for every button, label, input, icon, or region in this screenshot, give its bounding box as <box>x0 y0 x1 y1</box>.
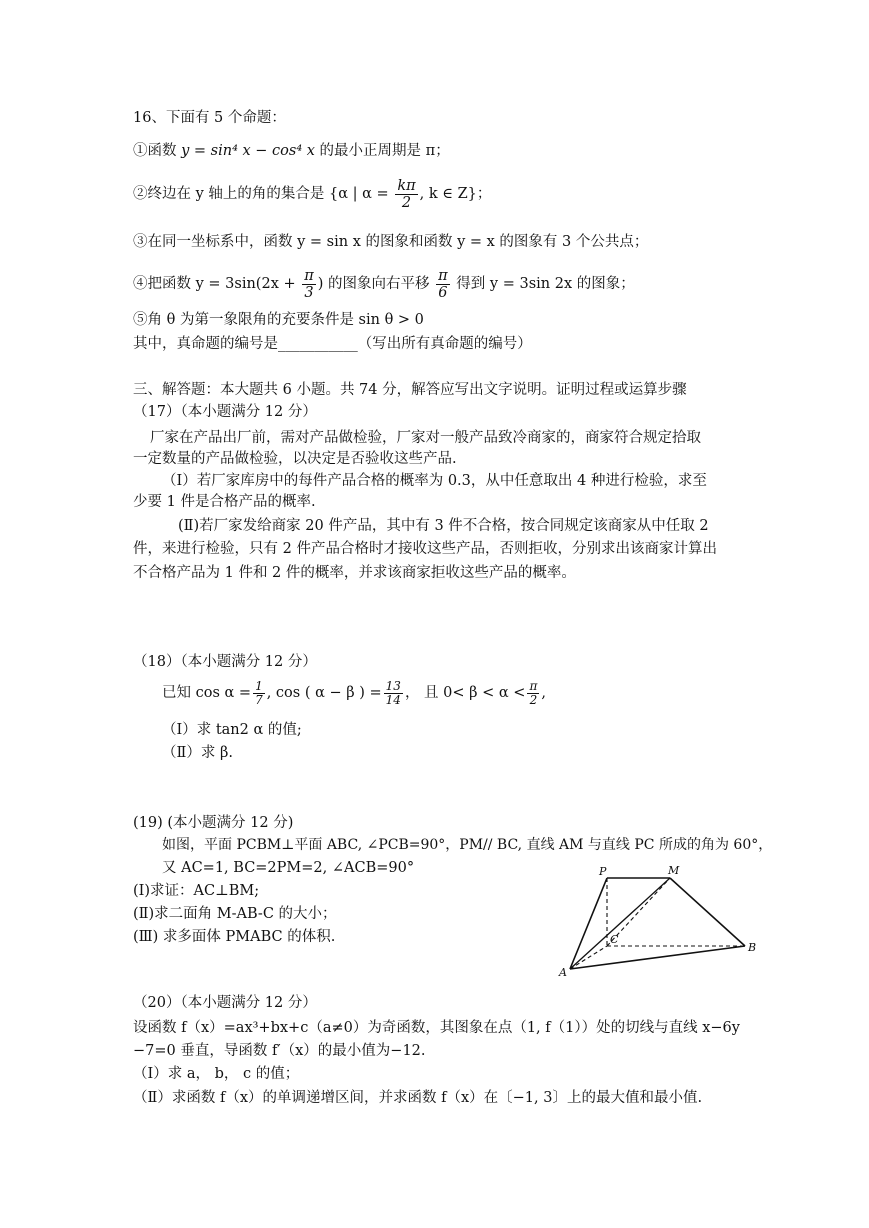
q18-fraction-2 <box>384 680 403 707</box>
q18-f2-num: 13 <box>385 678 401 693</box>
q16-p2-frac-num: kπ <box>397 177 416 194</box>
q16-p2-suffix: , k ∈ Z}； <box>419 186 492 202</box>
q16-p4-fraction-1 <box>302 268 316 301</box>
q16-ask: 其中，真命题的编号是___________（写出所有真命题的编号） <box>133 336 532 352</box>
q17-line-3: （Ⅰ）若厂家库房中的每件产品合格的概率为 0.3，从中任意取出 4 种进行检验，求至 <box>162 473 707 489</box>
q18-part-2: （Ⅱ）求 β. <box>162 745 233 761</box>
label-P: P <box>599 865 607 878</box>
q20-line-1: 设函数 f（x）=ax³+bx+c（a≠0）为奇函数，其图象在点（1, f（1））处的切线与直线 x−6y <box>133 1020 740 1036</box>
q17-line-4: 少要 1 件是合格产品的概率. <box>133 494 316 510</box>
q18-fraction-1 <box>253 680 265 707</box>
edge-PA <box>570 878 607 969</box>
q16-p4-prefix: ④把函数 y = 3sin(2x + <box>133 276 301 292</box>
q18-fraction-3 <box>527 680 539 707</box>
edge-AM <box>570 878 670 969</box>
q16-proposition-3: ③在同一坐标系中，函数 y = sin x 的图象和函数 y = x 的图象有 3 个公共点； <box>133 234 649 250</box>
q18-head: （18）（本小题满分 12 分） <box>133 654 317 670</box>
label-M: M <box>668 864 680 877</box>
q16-p4-frac1-num: π <box>304 267 314 284</box>
q16-proposition-2 <box>133 176 491 212</box>
q16-p2-prefix: ②终边在 y 轴上的角的集合是 {α | α = <box>133 186 394 202</box>
q16-p1-suffix: 的最小正周期是 π； <box>314 143 450 159</box>
q18-given-d: , <box>541 685 546 701</box>
q16-p4-frac1-den: 3 <box>304 284 314 301</box>
q18-f3-num: π <box>529 678 538 693</box>
q16-p4-mid: ) 的图象向右平移 <box>317 276 435 292</box>
q18-part-1: （Ⅰ）求 tan2 α 的值; <box>162 722 302 738</box>
q16-p1-formula: y = sin⁴ x − cos⁴ x <box>181 143 315 159</box>
q18-given-a: 已知 cos α = <box>162 685 252 701</box>
q17-line-2: 一定数量的产品做检验，以决定是否验收这些产品. <box>133 451 457 467</box>
q20-line-2: −7=0 垂直，导函数 f′（x）的最小值为−12. <box>133 1043 426 1059</box>
q16-proposition-5: ⑤角 θ 为第一象限角的充要条件是 sin θ > 0 <box>133 312 424 328</box>
q18-given-b: , cos ( α − β ) = <box>266 685 382 701</box>
q19-part-2: (Ⅱ)求二面角 M-AB-C 的大小； <box>133 906 337 922</box>
q18-f1-num: 1 <box>255 678 263 693</box>
q19-head: (19) (本小题满分 12 分) <box>133 815 294 831</box>
q20-head: （20）（本小题满分 12 分） <box>133 995 317 1011</box>
edge-AB <box>570 946 745 969</box>
q16-proposition-1 <box>133 141 450 161</box>
q18-given-c: ， 且 0< β < α < <box>404 685 526 701</box>
q17-line-1: 厂家在产品出厂前，需对产品做检验，厂家对一般产品致冷商家的，商家符合规定拾取 <box>150 430 701 446</box>
section3-heading: 三、解答题：本大题共 6 小题。共 74 分，解答应写出文字说明。证明过程或运算步骤 <box>133 382 687 398</box>
q18-f3-den: 2 <box>529 692 538 707</box>
q18-given <box>162 676 546 710</box>
q19-figure <box>552 862 762 982</box>
q19-line-2: 又 AC=1, BC=2PM=2, ∠ACB=90° <box>162 860 415 876</box>
q18-f1-den: 7 <box>255 692 263 707</box>
label-B: B <box>748 941 757 954</box>
q17-line-6: 件，来进行检验，只有 2 件产品合格时才接收这些产品，否则拒收，分别求出该商家计算出 <box>133 541 717 557</box>
q16-p4-frac2-num: π <box>438 267 448 284</box>
q16-p4-frac2-den: 6 <box>438 284 448 301</box>
q20-part-1: （Ⅰ）求 a， b， c 的值； <box>133 1066 300 1082</box>
q20-part-2: （Ⅱ）求函数 f（x）的单调递增区间，并求函数 f（x）在〔−1, 3〕上的最大值和最小值. <box>133 1090 703 1106</box>
q16-p4-fraction-2 <box>436 268 450 301</box>
q16-title: 16、下面有 5 个命题： <box>133 110 286 126</box>
label-A: A <box>559 966 567 979</box>
q19-line-1: 如图，平面 PCBM⊥平面 ABC, ∠PCB=90°，PM// BC, 直线 AM 与直线 PC 所成的角为 60°， <box>162 837 773 853</box>
q16-p4-suffix: 得到 y = 3sin 2x 的图象； <box>451 276 635 292</box>
q16-p2-fraction <box>395 178 417 211</box>
label-C: C <box>610 933 619 946</box>
q19-part-1: (Ⅰ)求证：AC⊥BM; <box>133 883 260 899</box>
q17-line-5: (Ⅱ)若厂家发给商家 20 件产品，其中有 3 件不合格，按合同规定该商家从中任取 2 <box>178 518 709 534</box>
q16-p2-frac-den: 2 <box>401 194 412 211</box>
q18-f2-den: 14 <box>385 692 401 707</box>
q17-head: （17）（本小题满分 12 分） <box>133 404 317 420</box>
q19-part-3: (Ⅲ) 求多面体 PMABC 的体积. <box>133 929 336 945</box>
q16-p1-prefix: ①函数 <box>133 143 182 159</box>
edge-MB <box>670 878 745 946</box>
q17-line-7: 不合格产品为 1 件和 2 件的概率，并求该商家拒收这些产品的概率。 <box>133 565 576 581</box>
q16-proposition-4 <box>133 266 635 302</box>
